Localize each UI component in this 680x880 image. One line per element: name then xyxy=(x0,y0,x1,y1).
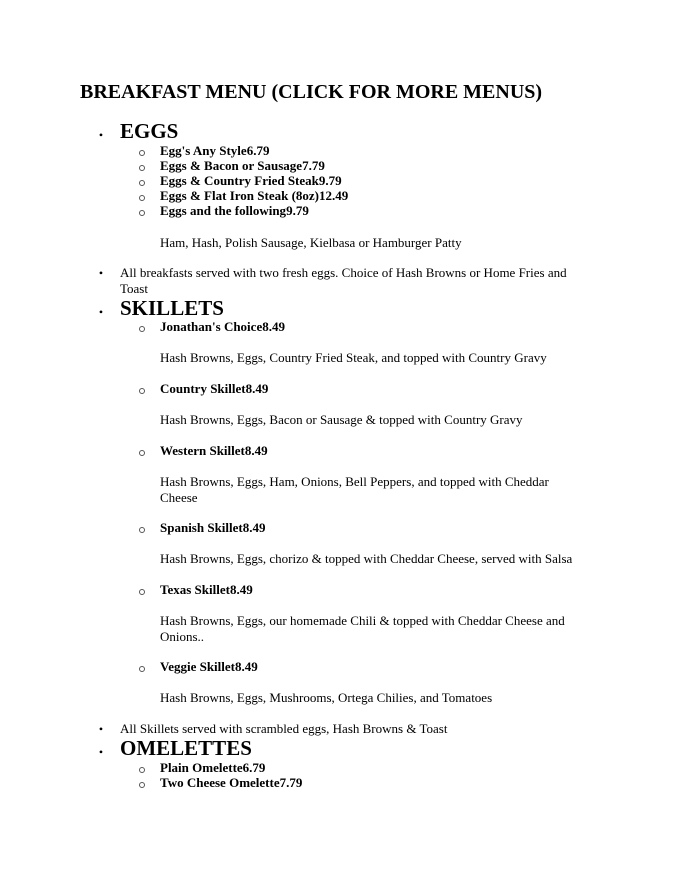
page-title[interactable]: BREAKFAST MENU (CLICK FOR MORE MENUS) xyxy=(80,81,543,103)
item-description: Ham, Hash, Polish Sausage, Kielbasa or Hamburger Patty xyxy=(160,235,462,250)
section-heading-omelettes: OMELETTES xyxy=(120,736,252,760)
bullet-icon: • xyxy=(98,722,104,736)
item-description: Hash Browns, Eggs, Ham, Onions, Bell Peppers, and topped with Cheddar Cheese xyxy=(160,474,549,505)
menu-item: Plain Omelette6.79 xyxy=(160,760,266,775)
circle-bullet-icon xyxy=(139,150,145,156)
bullet-icon: • xyxy=(98,128,104,142)
circle-bullet-icon xyxy=(139,450,145,456)
menu-item: Spanish Skillet8.49 xyxy=(160,520,266,535)
menu-item: Texas Skillet8.49 xyxy=(160,582,253,597)
item-description: Hash Browns, Eggs, Country Fried Steak, and topped with Country Gravy xyxy=(160,350,547,365)
menu-item: Eggs & Bacon or Sausage7.79 xyxy=(160,158,325,173)
bullet-icon: • xyxy=(98,266,104,280)
section-heading-eggs: EGGS xyxy=(120,119,179,143)
menu-item: Eggs and the following9.79 xyxy=(160,203,309,218)
menu-item: Egg's Any Style6.79 xyxy=(160,143,270,158)
circle-bullet-icon xyxy=(139,165,145,171)
item-description: Hash Browns, Eggs, Mushrooms, Ortega Chilies, and Tomatoes xyxy=(160,690,493,705)
circle-bullet-icon xyxy=(139,180,145,186)
circle-bullet-icon xyxy=(139,210,145,216)
menu-item: Western Skillet8.49 xyxy=(160,443,268,458)
menu-item: Jonathan's Choice8.49 xyxy=(160,319,285,334)
section-note: All breakfasts served with two fresh eggs. Choice of Hash Browns or Home Fries and Toast xyxy=(120,265,567,296)
section-note: All Skillets served with scrambled eggs, Hash Browns & Toast xyxy=(120,721,448,736)
circle-bullet-icon xyxy=(139,589,145,595)
circle-bullet-icon xyxy=(139,666,145,672)
circle-bullet-icon xyxy=(139,326,145,332)
item-description: Hash Browns, Eggs, our homemade Chili & topped with Cheddar Cheese and Onions.. xyxy=(160,613,565,644)
menu-item: Two Cheese Omelette7.79 xyxy=(160,775,303,790)
bullet-icon: • xyxy=(98,305,104,319)
menu-item: Veggie Skillet8.49 xyxy=(160,659,258,674)
circle-bullet-icon xyxy=(139,527,145,533)
menu-item: Eggs & Country Fried Steak9.79 xyxy=(160,173,342,188)
circle-bullet-icon xyxy=(139,782,145,788)
menu-item: Country Skillet8.49 xyxy=(160,381,269,396)
section-heading-skillets: SKILLETS xyxy=(120,296,224,320)
circle-bullet-icon xyxy=(139,388,145,394)
menu-item: Eggs & Flat Iron Steak (8oz)12.49 xyxy=(160,188,349,203)
bullet-icon: • xyxy=(98,745,104,759)
circle-bullet-icon xyxy=(139,767,145,773)
item-description: Hash Browns, Eggs, chorizo & topped with Cheddar Cheese, served with Salsa xyxy=(160,551,573,566)
circle-bullet-icon xyxy=(139,195,145,201)
item-description: Hash Browns, Eggs, Bacon or Sausage & topped with Country Gravy xyxy=(160,412,523,427)
